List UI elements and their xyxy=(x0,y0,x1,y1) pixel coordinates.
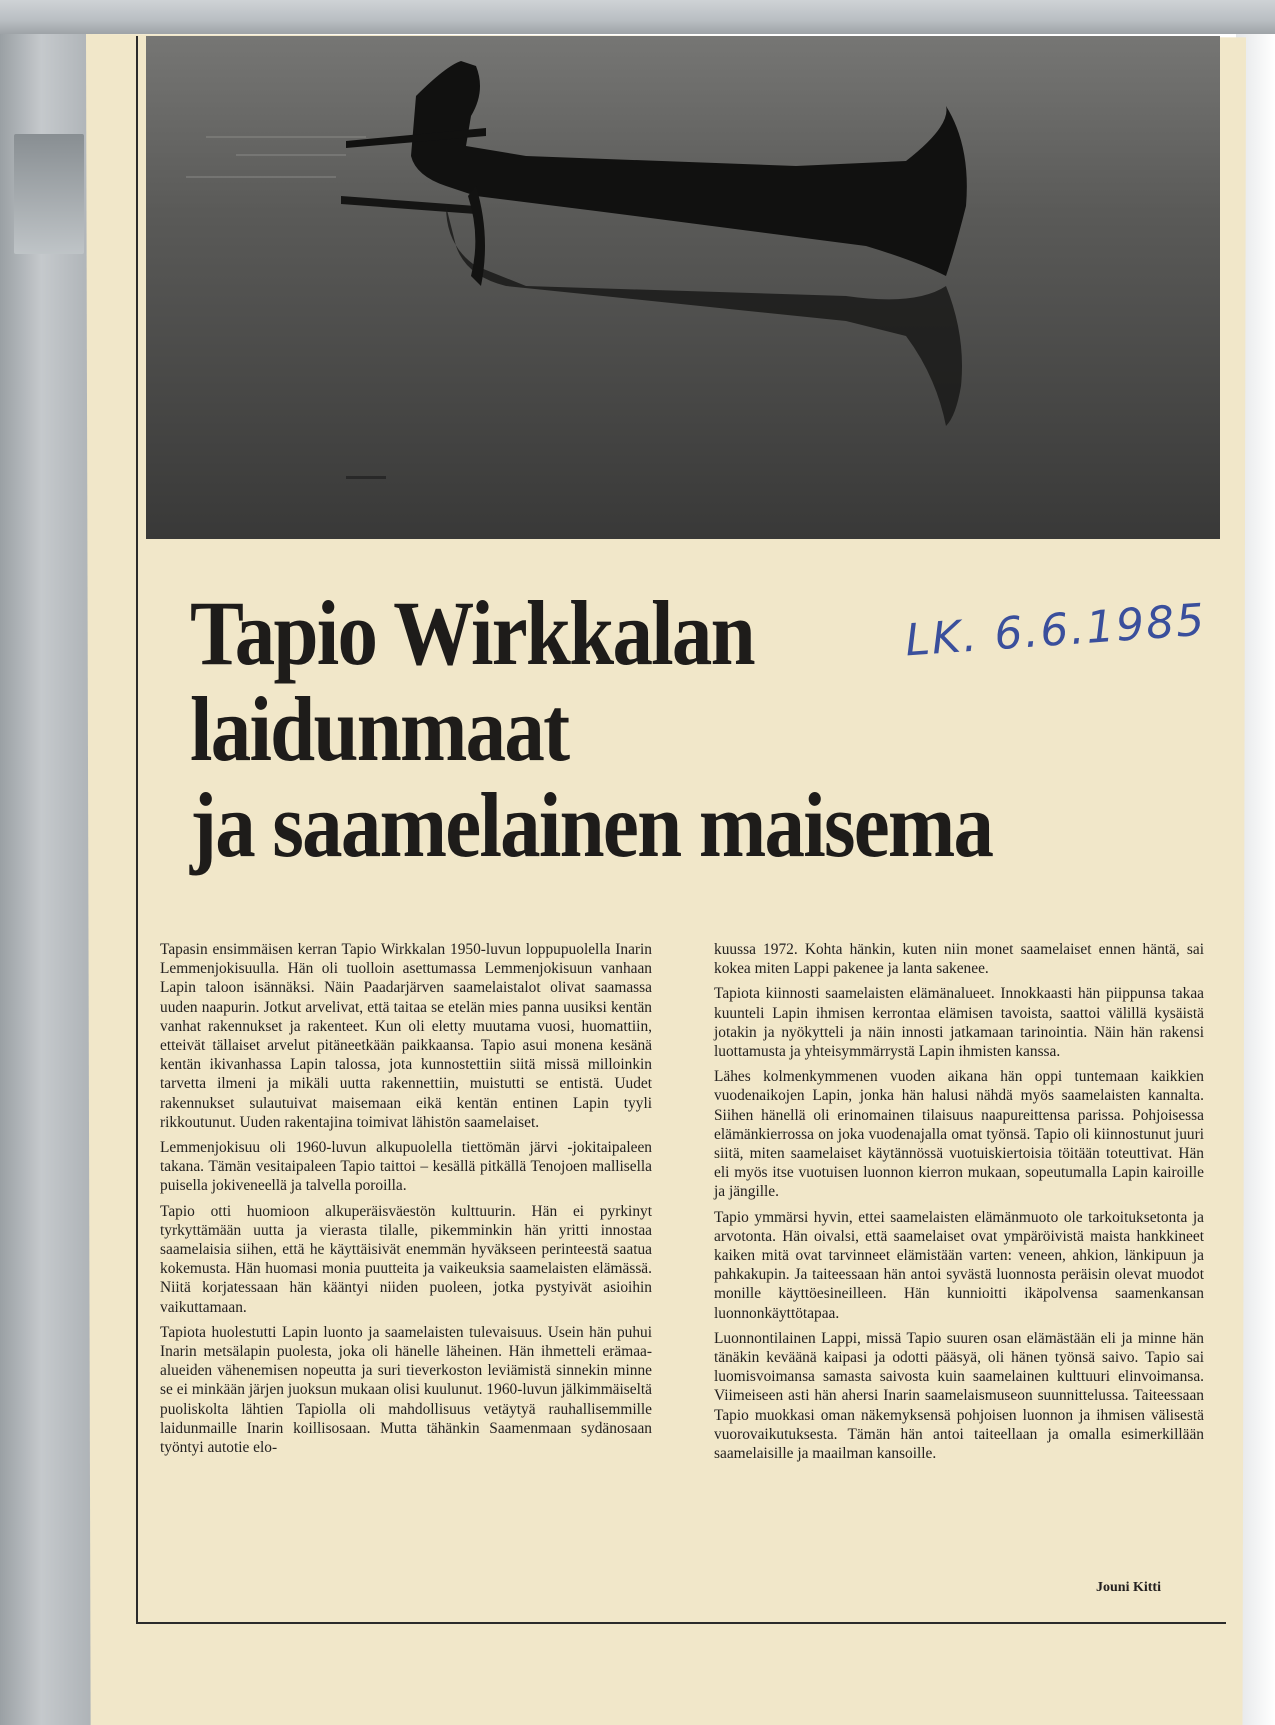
right-paragraph-5: Luonnontilainen Lappi, missä Tapio suuren osan elämästään eli ja minne hän tänäkin keväänä kaipasi ja odotti pääsyä, oli hänen työnsä saivo. Tapio sai luomisvoimansa samasta saivosta kuin saamelainen kulttuuri elinvoimansa. Viimeiseen asti hän ahersi Inarin saamelaismuseon suunnittelussa. Taiteessaan Tapio muokkasi oman näkemyksensä pohjoisen luonnon ja ihmisen välisestä vuorovaikutuksesta. Tämän hän antoi taiteellaan ja omalla esimerkillään saamelaisille ja maailman kansoille. xyxy=(714,1329,1204,1463)
boat-silhouette xyxy=(146,36,1220,539)
left-paragraph-2: Lemmenjokisuu oli 1960-luvun alkupuolella tiettömän järvi -jokitaipaleen takana. Tämän vesitaipaleen Tapio taittoi – kesällä pitkällä Tenojoen mallisella puisella jokiveneellä ja talvella poroilla. xyxy=(160,1139,652,1195)
left-paragraph-3: Tapio otti huomioon alkuperäisväestön kulttuurin. Hän ei pyrkinyt tyrkyttämään uutta ja vierasta tilalle, pikemminkin hän yritti innostaa saamelaisia siihen, että he käyttäisivät enemmän hyväkseen perinteestä saatua kokemusta. Hän huomasi monia puutteita ja vaikeuksia saamelaisten elämässä. Niitä korjatessaan hän kääntyi niiden puoleen, jotka pystyivät asioihin vaikuttamaan. xyxy=(160,1202,652,1316)
article-left-column xyxy=(160,940,652,1463)
title-line-2: laidunmaat xyxy=(190,678,569,780)
right-paragraph-3: Lähes kolmenkymmenen vuoden aikana hän oppi tuntemaan kaikkien vuodenaikojen Lapin, jonka hän halusi nähdä myös saamelaisten kannalta. Siihen hänellä oli erinomainen tilaisuus naapureittensa parissa. Pohjoisessa elämänkierrossa on joka vuodenajalla omat työnsä. Tapio oli kiinnostunut juuri siitä, miten saamelaiset käytännössä vuotuiskiertoisia töitään toteuttivat. Hän eli myös itse vuotuisen luonnon kierron mukaan, sopeutumalla Lapin kairoille ja jängille. xyxy=(714,1068,1204,1201)
right-paragraph-4: Tapio ymmärsi hyvin, ettei saamelaisten elämänmuoto ole tarkoituksetonta ja arvotonta. Hän oivalsi, että saamelaiset ovat ympäröivistä maista hankkineet kaiken mitä ovat tarvinneet elämistään varten: veneen, ahkion, länkipuun ja pahkakupin. Ja taiteessaan hän antoi syvästä luonnosta peräisin olevat muodot monille käyttöesineilleen. Hän kunnioitti ikäpolvensa saamenkansan luonnonkäyttötapaa. xyxy=(714,1208,1204,1322)
scanner-bed-left xyxy=(0,34,92,1725)
scanner-slot xyxy=(14,134,84,254)
author-byline: Jouni Kitti xyxy=(1096,1580,1161,1595)
right-paragraph-1: kuussa 1972. Kohta hänkin, kuten niin monet saamelaiset ennen häntä, sai kokea miten Lappi pakenee ja lanta sakenee. xyxy=(714,941,1204,978)
article-right-column xyxy=(714,940,1204,1469)
article-title xyxy=(190,582,993,876)
left-paragraph-4: Tapiota huolestutti Lapin luonto ja saamelaisten tulevaisuus. Usein hän puhui Inarin metsälapin puolesta, joka oli hänelle läheinen. Hän ihmetteli erämaa-alueiden vähenemisen nopeutta ja suri tieverkoston leviämistä sinnekin minne se ei minkään järjen juoksun mukaan olisi kuulunut. 1960-luvun jälkimmäiseltä puoliskolta lähtien Tapiolla oli mahdollisuus vetäytyä rauhallisemmille laidunmaille Inarin koillisosaan. Mutta tähänkin Saamenmaan sydänosaan työntyi autotie elo- xyxy=(160,1323,652,1457)
title-line-1: Tapio Wirkkalan xyxy=(190,582,754,684)
left-paragraph-1: Tapasin ensimmäisen kerran Tapio Wirkkalan 1950-luvun loppupuolella Inarin Lemmenjokisuulla. Hän oli tuolloin asettumassa Lemmenjokisuun vanhaan Lapin taloon isännäksi. Näin Paadarjärven saamelaistalot olivat saamassa uuden naapurin. Jotkut arvelivat, että taitaa se etelän mies panna uusiksi kentän vanhat rakennukset ja rakenteet. Kun oli eletty muutama vuosi, huomattiin, etteivät tällaiset arvelut pitäneetkään paikkaansa. Tapio asui monena kesänä kentän ikivanhassa Lapin talossa, jota kunnostettiin siitä missä milloinkin tarvetta ilmeni ja mikäli uutta rakennettiin, muistutti se entistä. Uudet rakennukset sulautuivat maisemaan eikä kentän entinen Lapin tyyli rikkoutunut. Uuden rakentajina toimivat lähistön saamelaiset. xyxy=(160,941,652,1131)
right-paragraph-2: Tapiota kiinnosti saamelaisten elämänalueet. Innokkaasti hän piippunsa takaa kuunteli Lapin ihmisen kerrontaa elämisen tavoista, saattoi välillä kysäistä jotakin ja nyökytteli ja näin innosti jatkamaan tarinointia. Näin hän rakensi luottamusta ja yhteisymmärrystä Lapin ihmisten kanssa. xyxy=(714,985,1204,1061)
title-line-3: ja saamelainen maisema xyxy=(190,774,993,876)
scanner-bed-top xyxy=(0,0,1275,34)
handwritten-date-note: LK. 6.6.1985 xyxy=(903,594,1208,667)
boat-photo xyxy=(146,36,1220,539)
